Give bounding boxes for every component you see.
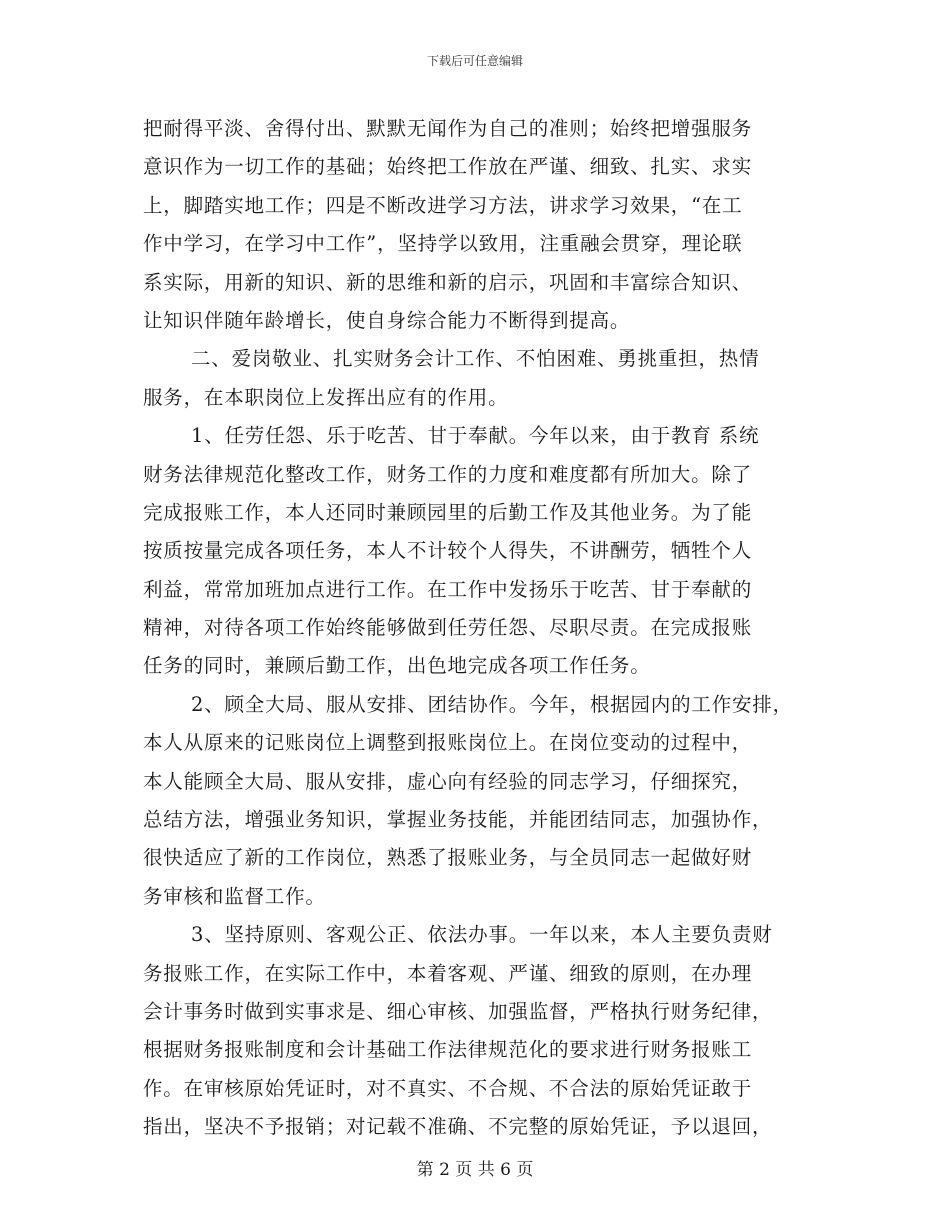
text-line: 务报账工作，在实际工作中，本着客观、严谨、细致的原则，在办理 [143, 961, 753, 985]
page-number-footer: 第 2 页 共 6 页 [416, 1160, 534, 1180]
paragraph-start-line: 1、任劳任怨、乐于吃苦、甘于奉献。今年以来，由于教育 系统 [191, 424, 760, 448]
text-line: 完成报账工作，本人还同时兼顾园里的后勤工作及其他业务。为了能 [143, 500, 753, 524]
text-line: 很快适应了新的工作岗位，熟悉了报账业务，与全员同志一起做好财 [143, 846, 753, 870]
text-line: 本人能顾全大局、服从安排，虚心向有经验的同志学习，仔细探究， [143, 769, 753, 793]
text-line: 利益，常常加班加点进行工作。在工作中发扬乐于吃苦、甘于奉献的 [143, 577, 753, 601]
text-line: 系实际，用新的知识、新的思维和新的启示，巩固和丰富综合知识、 [143, 270, 753, 294]
text-line: 把耐得平淡、舍得付出、默默无闻作为自己的准则；始终把增强服务 [143, 117, 753, 140]
text-line: 作。在审核原始凭证时，对不真实、不合规、不合法的原始凭证敢于 [143, 1076, 753, 1100]
text-line: 作中学习，在学习中工作”，坚持学以致用，注重融会贯穿，理论联 [143, 232, 743, 256]
page-header: 下载后可任意编辑 [426, 54, 523, 68]
text-line: 根据财务报账制度和会计基础工作法律规范化的要求进行财务报账工 [143, 1038, 753, 1062]
text-line: 指出，坚决不予报销；对记载不准确、不完整的原始凭证，予以退回， [143, 1115, 773, 1139]
text-line: 按质按量完成各项任务，本人不计较个人得失，不讲酬劳，牺牲个人 [143, 539, 753, 563]
text-line: 精神，对待各项工作始终能够做到任劳任怨、尽职尽责。在完成报账 [143, 616, 753, 640]
paragraph-start-line: 2、顾全大局、服从安排、团结协作。今年，根据园内的工作安排， [191, 692, 793, 716]
text-line: 财务法律规范化整改工作，财务工作的力度和难度都有所加大。除了 [143, 462, 753, 486]
text-line: 让知识伴随年龄增长，使自身综合能力不断得到提高。 [143, 308, 631, 332]
text-line: 服务，在本职岗位上发挥出应有的作用。 [143, 385, 509, 409]
text-line: 上，脚踏实地工作；四是不断改进学习方法，讲求学习效果，“在工 [143, 193, 743, 217]
text-line: 意识作为一切工作的基础；始终把工作放在严谨、细致、扎实、求实 [143, 155, 753, 179]
text-line: 本人从原来的记账岗位上调整到报账岗位上。在岗位变动的过程中， [143, 731, 753, 755]
text-line: 总结方法，增强业务知识，掌握业务技能，并能团结同志，加强协作， [143, 808, 773, 832]
text-line: 会计事务时做到实事求是、细心审核、加强监督，严格执行财务纪律， [143, 999, 773, 1023]
text-line: 任务的同时，兼顾后勤工作，出色地完成各项工作任务。 [143, 654, 651, 678]
paragraph-start-line: 3、坚持原则、客观公正、依法办事。一年以来，本人主要负责财 [191, 923, 773, 947]
text-line: 务审核和监督工作。 [143, 884, 326, 908]
section-heading-line: 二、爱岗敬业、扎实财务会计工作、不怕困难、勇挑重担，热情 [191, 347, 760, 371]
document-body [143, 110, 823, 1147]
